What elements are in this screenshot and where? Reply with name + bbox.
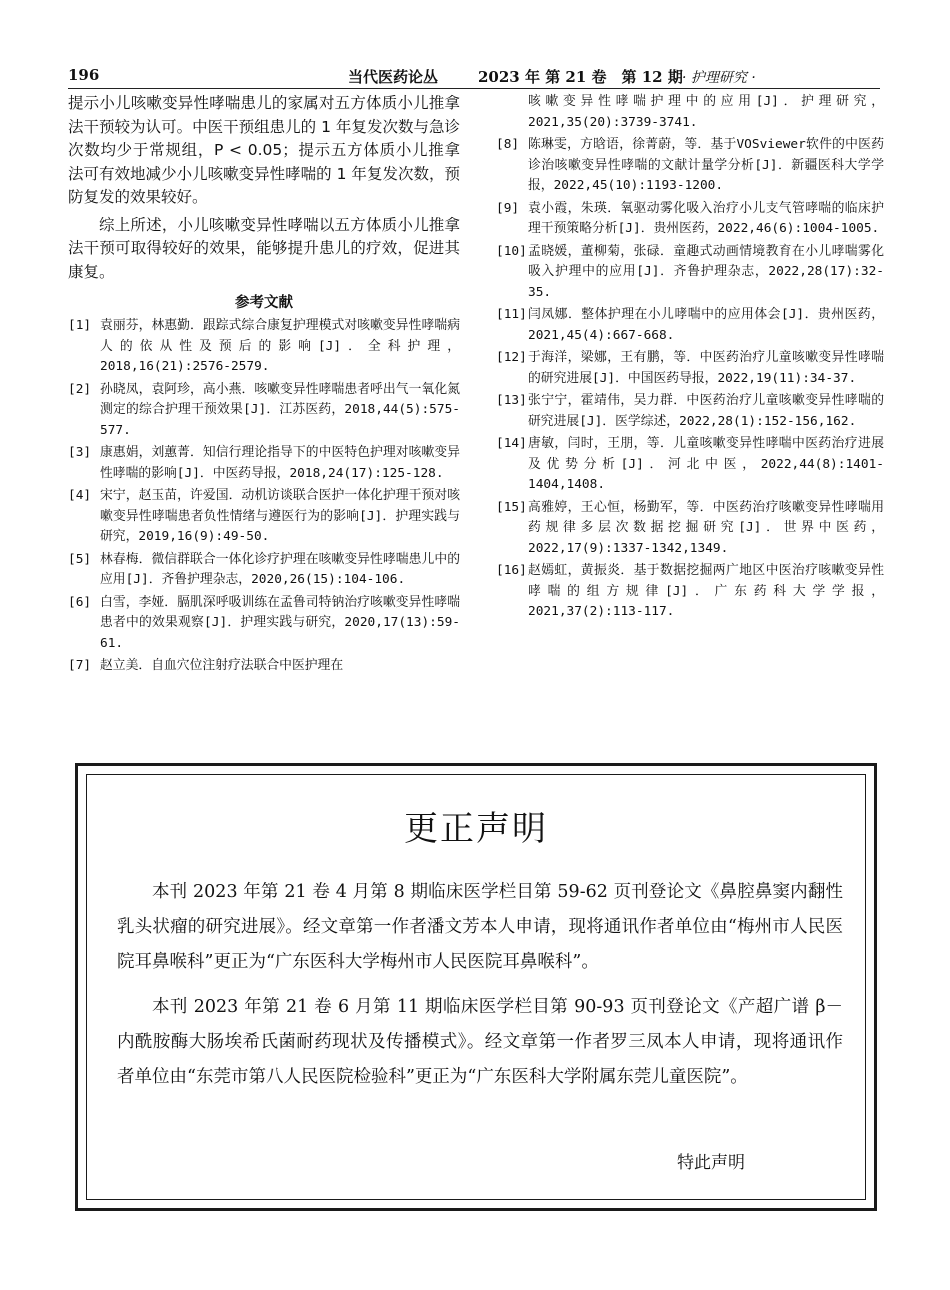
reference-item: [15] 高雅婷，王心恒，杨勤军，等．中医药治疗咳嗽变异性哮喘用药规律多层次数据挖掘研究[J]．世界中医药，2022,17(9):1337-1342,1349. — [496, 499, 884, 556]
body-paragraph-2: 综上所述，小儿咳嗽变异性哮喘以五方体质小儿推拿法干预可取得较好的效果，能够提升患儿的疗效，促进其康复。 — [68, 215, 460, 281]
running-header — [68, 64, 880, 89]
body-paragraph-1: 提示小儿咳嗽变异性哮喘患儿的家属对五方体质小儿推拿法干预较为认可。中医干预组患儿的 1 年复发次数与急诊次数均少于常规组，P < 0.05；提示五方体质小儿推拿法可有效地减少小儿咳嗽变异性哮喘的 1 年复发次数，预防复发的效果较好。 — [68, 94, 460, 206]
references-title: 参考文献 — [235, 295, 293, 311]
reference-item: [11] 闫凤娜．整体护理在小儿哮喘中的应用体会[J]．贵州医药，2021,45(4):667-668. — [496, 307, 884, 343]
reference-item-continued: 咳嗽变异性哮喘护理中的应用[J]．护理研究，2021,35(20):3739-3741. — [528, 94, 884, 130]
journal-name: 当代医药论丛 — [348, 68, 439, 86]
reference-item: [16] 赵嫣虹，黄振炎．基于数据挖掘两广地区中医治疗咳嗽变异性哮喘的组方规律[J]．广东药科大学学报，2021,37(2):113-117. — [496, 563, 884, 619]
reference-list-left — [68, 316, 460, 677]
reference-item: [13] 张宁宁，霍靖伟，吴力群．中医药治疗儿童咳嗽变异性哮喘的研究进展[J]．医学综述，2022,28(1):152-156,162. — [496, 393, 884, 429]
reference-item: [2] 孙晓凤，袁阿珍，高小燕．咳嗽变异性哮喘患者呼出气一氧化氮测定的综合护理干预效果[J]．江苏医药，2018,44(5):575-577. — [68, 381, 460, 438]
notice-paragraph-1: 本刊 2023 年第 21 卷 4 月第 8 期临床医学栏目第 59-62 页刊登论文《鼻腔鼻窦内翻性乳头状瘤的研究进展》。经文章第一作者潘文芳本人申请，现将通讯作者单位由“梅州市人民医院耳鼻喉科”更正为“广东医科大学梅州市人民医院耳鼻喉科”。 — [117, 882, 843, 972]
reference-list-right — [496, 92, 884, 623]
reference-item: [14] 唐敏，闫时，王朋，等．儿童咳嗽变异性哮喘中医药治疗进展及优势分析[J]．河北中医，2022,44(8):1401-1404,1408. — [496, 436, 884, 492]
reference-item: [5] 林春梅．微信群联合一体化诊疗护理在咳嗽变异性哮喘患儿中的应用[J]．齐鲁护理杂志，2020,26(15):104-106. — [68, 551, 460, 587]
notice-title: 更正声明 — [404, 809, 548, 849]
reference-item: [4] 宋宁，赵玉苗，许爱国．动机访谈联合医护一体化护理干预对咳嗽变异性哮喘患者负性情绪与遵医行为的影响[J]．护理实践与研究，2019,16(9):49-50. — [68, 488, 460, 544]
notice-signature: 特此声明 — [677, 1153, 745, 1173]
section-label: · 护理研究 · — [682, 70, 756, 86]
reference-item: [9] 袁小霞，朱瑛．氧驱动雾化吸入治疗小儿支气管哮喘的临床护理干预策略分析[J]．贵州医药，2022,46(6):1004-1005. — [496, 200, 884, 236]
reference-item: [12] 于海洋，梁娜，王有鹏，等．中医药治疗儿童咳嗽变异性哮喘的研究进展[J]．中国医药导报，2022,19(11):34-37. — [496, 350, 884, 386]
reference-item: [8] 陈琳雯，方晗语，徐菁蔚，等．基于VOSviewer软件的中医药诊治咳嗽变异性哮喘的文献计量学分析[J]．新疆医科大学学报，2022,45(10):1193-1200. — [496, 137, 884, 193]
issue-info: 2023 年 第 21 卷 第 12 期 — [478, 68, 683, 86]
reference-item: [7] 赵立美．自血穴位注射疗法联合中医护理在 — [68, 658, 344, 673]
page-number: 196 — [68, 66, 100, 84]
notice-paragraph-2: 本刊 2023 年第 21 卷 6 月第 11 期临床医学栏目第 90-93 页刊登论文《产超广谱 β－内酰胺酶大肠埃希氏菌耐药现状及传播模式》。经文章第一作者罗三凤本人申请，现将通讯作者单位由“东莞市第八人民医院检验科”更正为“广东医科大学附属东莞儿童医院”。 — [117, 997, 843, 1087]
reference-item: [10] 孟晓媛，董柳菊，张碌．童趣式动画情境教育在小儿哮喘雾化吸入护理中的应用[J]．齐鲁护理杂志，2022,28(17):32-35. — [496, 243, 884, 300]
reference-item: [3] 康惠娟，刘蕙菁．知信行理论指导下的中医特色护理对咳嗽变异性哮喘的影响[J]．中医药导报，2018,24(17):125-128. — [68, 445, 460, 481]
correction-notice-inner-border — [86, 774, 866, 1200]
reference-item: [6] 白雪，李娅．膈肌深呼吸训练在孟鲁司特钠治疗咳嗽变异性哮喘患者中的效果观察[J]．护理实践与研究，2020,17(13):59-61. — [68, 594, 460, 651]
reference-item: [1] 袁丽芬，林惠勤．跟踪式综合康复护理模式对咳嗽变异性哮喘病人的依从性及预后的影响[J]．全科护理，2018,16(21):2576-2579. — [68, 318, 460, 374]
notice-body — [117, 875, 843, 1105]
correction-notice-box — [75, 763, 877, 1211]
right-column — [496, 92, 884, 625]
left-column — [68, 92, 460, 679]
